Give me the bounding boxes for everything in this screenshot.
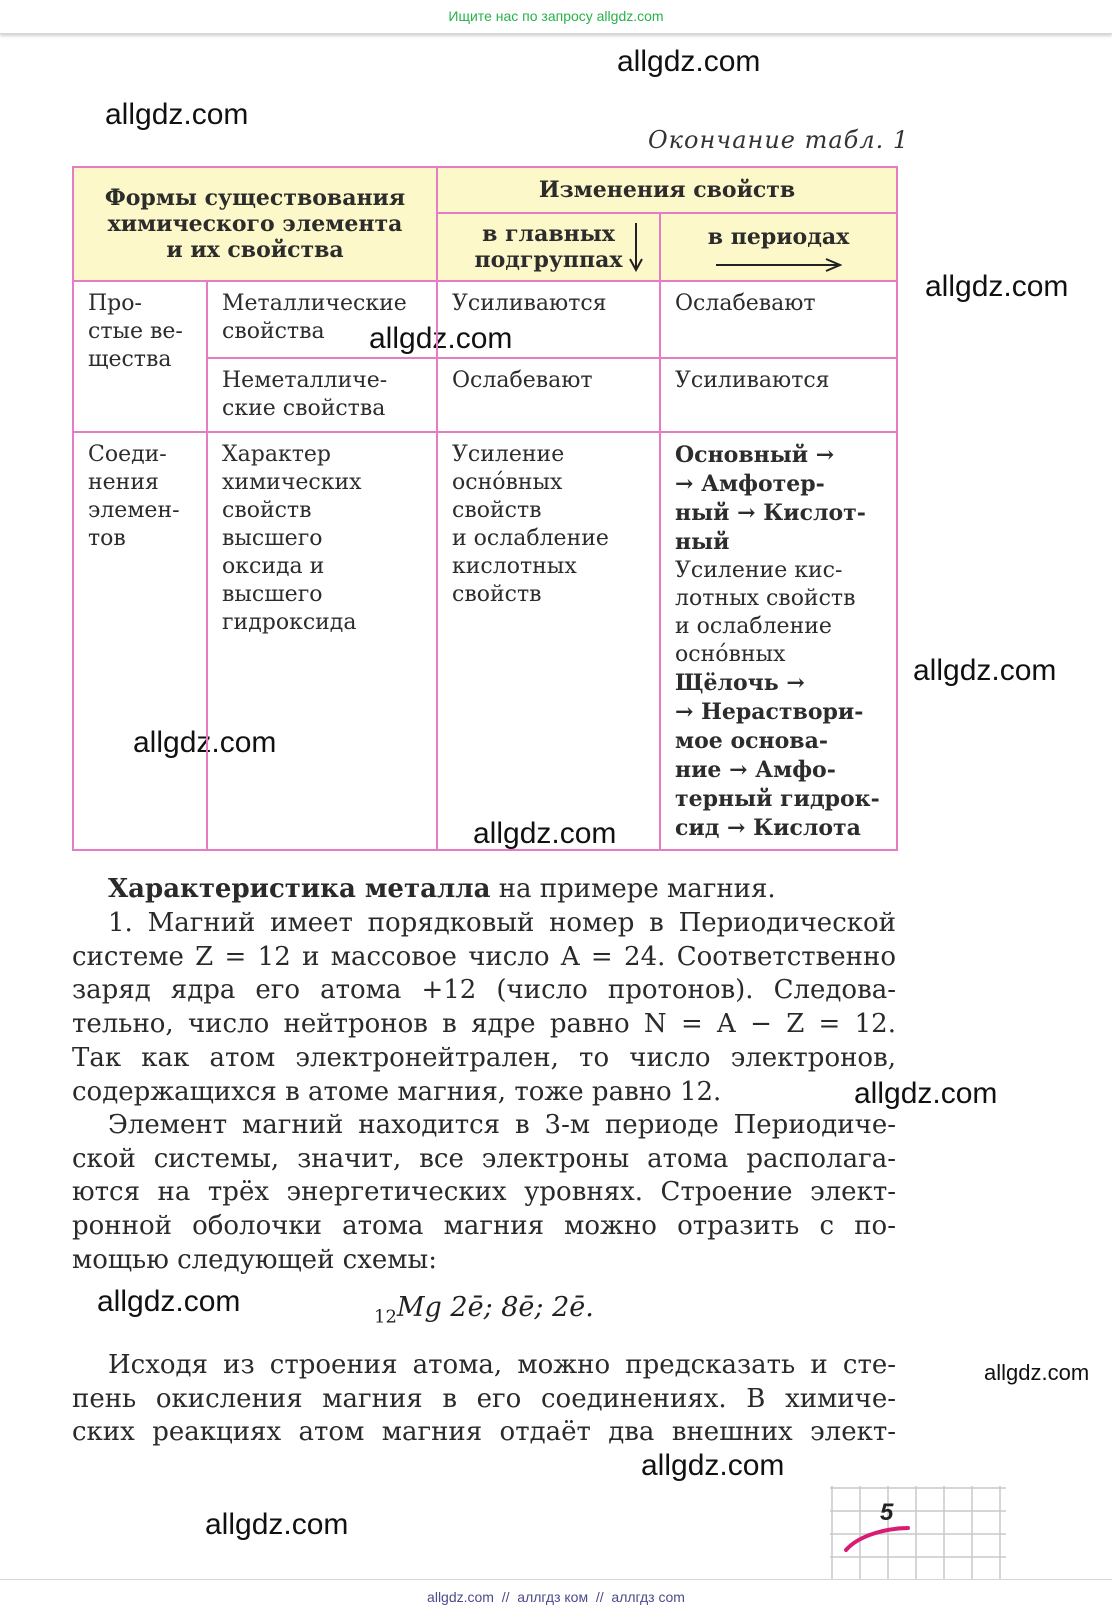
compounds-properties-cell: [207, 432, 437, 850]
heading-rest: на примере магния.: [490, 874, 776, 904]
watermark: allgdz.com: [925, 270, 1069, 303]
cell-line: осно́вных: [452, 470, 563, 495]
cell-line: лотных свойств: [675, 586, 856, 611]
watermark: allgdz.com: [133, 726, 277, 759]
cell-line: Характер: [222, 442, 332, 467]
cell-line: щества: [88, 347, 172, 372]
cell-line: Металлические: [222, 291, 407, 316]
cell-line: и ослабление: [675, 614, 832, 639]
header-forms-line: и их свойства: [166, 237, 344, 263]
metal-properties-cell: [207, 281, 437, 358]
header-forms-line: химического элемента: [107, 211, 403, 237]
cell-line: свойств: [452, 498, 542, 523]
cell-line: ние → Амфо-: [675, 757, 836, 783]
cell-line: Соеди-: [88, 442, 167, 467]
cell-line: Усиление: [452, 442, 565, 467]
text-line: Так как атом электронейтрален, то число электронов,: [72, 1042, 896, 1073]
compounds-label: [73, 432, 207, 850]
text-line: ской системы, значит, все электроны атома располага-: [72, 1143, 896, 1174]
nonmetal-periods-cell: Усиливаются: [660, 358, 897, 432]
text-line: содержащихся в атоме магния, тоже равно 12.: [72, 1076, 722, 1107]
cell-line: и ослабление: [452, 526, 609, 551]
header-changes: Изменения свойств: [437, 167, 897, 213]
cell-line: ские свойства: [222, 396, 386, 421]
cell-line: свойств: [222, 498, 312, 523]
cell-line: стые ве-: [88, 319, 183, 344]
simple-substances-label: [73, 281, 207, 432]
cell-line: тов: [88, 526, 126, 551]
cell-line: Щёлочь →: [675, 670, 805, 696]
pen-stroke-icon: [846, 1528, 908, 1550]
cell-line: ный: [675, 529, 730, 555]
watermark: allgdz.com: [984, 1360, 1090, 1385]
text-line: пень окисления магния в его соединениях. В химиче-: [72, 1383, 896, 1414]
text-line: ронной оболочки атома магния можно отразить с по-: [72, 1211, 896, 1242]
header-periods: [660, 213, 897, 281]
watermark: allgdz.com: [97, 1285, 241, 1318]
watermark: allgdz.com: [641, 1449, 785, 1482]
header-subgroups: [437, 213, 660, 281]
watermark: allgdz.com: [913, 654, 1057, 687]
arrow-down-icon: [629, 223, 643, 273]
nonmetal-subgroups-cell: Ослабевают: [437, 358, 660, 432]
text-line: 1. Магний имеет порядковый номер в Периодической: [108, 908, 896, 938]
bottom-banner-text: allgdz.com // аллгдз ком // аллгдз com: [427, 1589, 685, 1605]
header-forms-line: Формы существования: [104, 185, 406, 211]
arrow-right-icon: [716, 257, 842, 273]
bottom-banner[interactable]: [0, 1579, 1112, 1615]
text-line: заряд ядра его атома +12 (число протонов). Следова-: [72, 975, 896, 1006]
top-banner[interactable]: [0, 0, 1112, 34]
compounds-periods-cell: [660, 432, 897, 850]
text-line: ских реакциях атом магния отдаёт два внешних элект-: [72, 1417, 896, 1448]
page-number: 5: [880, 1499, 894, 1526]
cell-line: кислотных: [452, 554, 577, 579]
nonmetal-properties-cell: [207, 358, 437, 432]
formula-text: Mg 2ē; 8ē; 2ē.: [396, 1292, 594, 1323]
cell-line: → Нераствори-: [675, 699, 864, 725]
cell-line: → Амфотер-: [675, 471, 825, 497]
cell-line: Неметалличе-: [222, 368, 388, 393]
cell-line: нения: [88, 470, 159, 495]
text-line: мощью следующей схемы:: [72, 1244, 437, 1275]
watermark: allgdz.com: [205, 1508, 349, 1541]
text-line: системе Z = 12 и массовое число A = 24. Соответственно: [72, 941, 896, 972]
cell-line: высшего: [222, 582, 323, 607]
compounds-subgroups-cell: [437, 432, 660, 850]
metal-subgroups-cell: Усиливаются: [437, 281, 660, 358]
section-heading: [72, 873, 896, 907]
header-periods-text: в периодах: [707, 224, 850, 250]
watermark: allgdz.com: [473, 817, 617, 850]
metal-periods-cell: Ослабевают: [660, 281, 897, 358]
header-forms: [73, 167, 437, 281]
watermark: allgdz.com: [369, 322, 513, 355]
text-line: тельно, число нейтронов в ядре равно N = A − Z = 12.: [72, 1009, 896, 1040]
cell-line: гидроксида: [222, 610, 357, 635]
cell-line: свойств: [452, 582, 542, 607]
header-subgroups-line: в главных: [482, 221, 615, 247]
table-caption: Окончание табл. 1: [648, 126, 910, 154]
watermark: allgdz.com: [105, 98, 249, 131]
cell-line: осно́вных: [675, 642, 786, 667]
page-number-grid: [830, 1486, 1006, 1582]
cell-line: мое основа-: [675, 728, 828, 754]
text-line: Исходя из строения атома, можно предсказать и сте-: [108, 1350, 896, 1380]
cell-line: терный гидрок-: [675, 786, 880, 812]
paragraph-2: [72, 1109, 896, 1278]
properties-table: [72, 166, 898, 851]
watermark: allgdz.com: [617, 45, 761, 78]
header-subgroups-line: подгруппах: [474, 247, 623, 273]
text-line: Элемент магний находится в 3-м периоде Периодиче-: [108, 1110, 896, 1140]
cell-line: Основный →: [675, 442, 835, 468]
cell-line: высшего: [222, 526, 323, 551]
text-line: ются на трёх энергетических уровнях. Строение элект-: [72, 1177, 896, 1208]
heading-bold: Характеристика металла: [108, 874, 491, 904]
paragraph-1: [72, 907, 896, 1109]
cell-line: химических: [222, 470, 362, 495]
electron-formula: [374, 1292, 594, 1327]
formula-subscript: 12: [374, 1306, 397, 1328]
watermark: allgdz.com: [854, 1077, 998, 1110]
top-banner-text: Ищите нас по запросу allgdz.com: [448, 8, 664, 24]
cell-line: сид → Кислота: [675, 815, 861, 841]
cell-line: Усиление кис-: [675, 558, 843, 583]
cell-line: ный → Кислот-: [675, 500, 866, 526]
paragraph-3: [72, 1349, 896, 1450]
cell-line: Про-: [88, 291, 142, 316]
cell-line: элемен-: [88, 498, 180, 523]
cell-line: свойства: [222, 319, 325, 344]
cell-line: оксида и: [222, 554, 325, 579]
